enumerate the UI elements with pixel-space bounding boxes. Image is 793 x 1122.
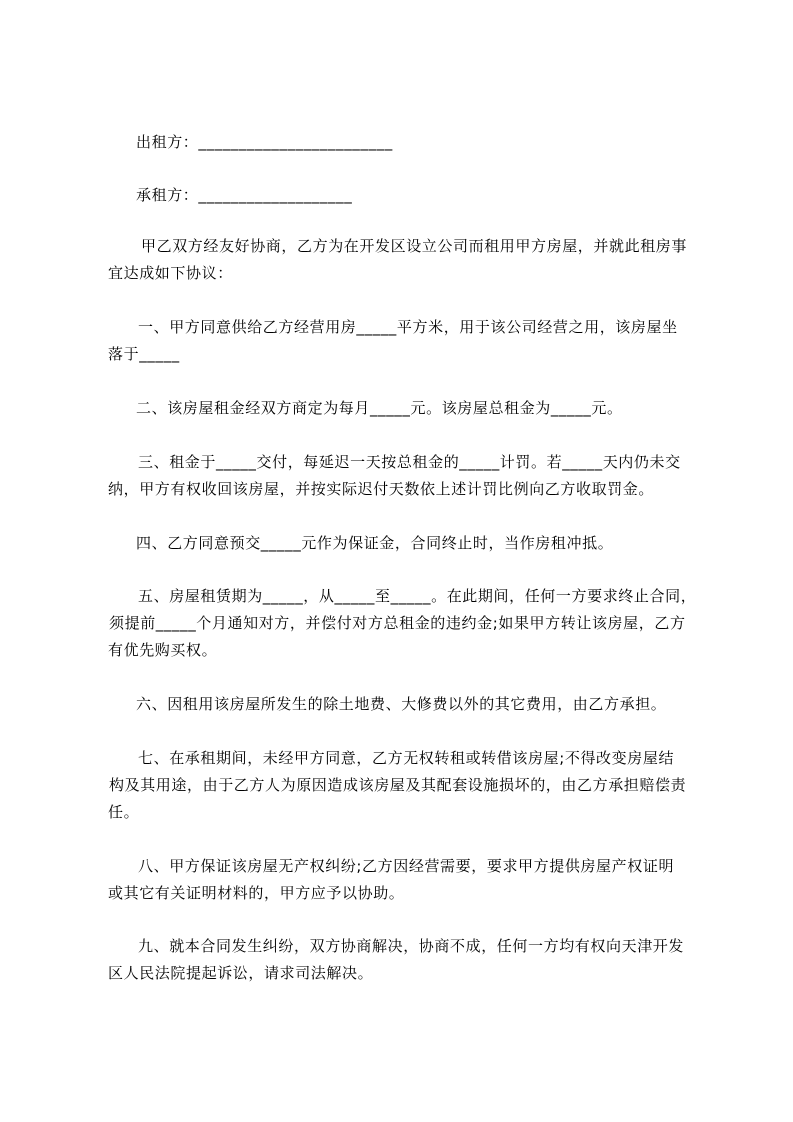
intro-line-1: 甲乙双方经友好协商，乙方为在开发区设立公司而租用甲方房屋，并就此租房事 [141, 237, 688, 255]
lessee-line: 承租方：___________________ [136, 186, 353, 204]
clause-8-line-1: 八、甲方保证该房屋无产权纠纷;乙方因经营需要，要求甲方提供房屋产权证明 [138, 857, 675, 875]
intro-line-2: 宜达成如下协议： [108, 264, 233, 282]
clause-4-line-1: 四、乙方同意预交_____元作为保证金，合同终止时，当作房租冲抵。 [136, 534, 614, 552]
clause-8-line-2: 或其它有关证明材料的，甲方应予以协助。 [108, 884, 405, 902]
clause-9-line-2: 区人民法院提起诉讼，请求司法解决。 [108, 964, 374, 982]
clause-5-line-3: 有优先购买权。 [108, 641, 218, 659]
clause-3-line-2: 纳，甲方有权收回该房屋，并按实际迟付天数依上述计罚比例向乙方收取罚金。 [108, 480, 655, 498]
clause-7-line-2: 构及其用途，由于乙方人为原因造成该房屋及其配套设施损坏的，由乙方承担赔偿责 [109, 776, 687, 794]
clause-7-line-1: 七、在承租期间，未经甲方同意，乙方无权转租或转借该房屋;不得改变房屋结 [138, 749, 675, 767]
clause-1-line-2: 落于_____ [108, 345, 180, 363]
lessor-line: 出租方：________________________ [136, 133, 393, 151]
clause-5-line-1: 五、房屋租赁期为_____，从_____至_____。在此期间，任何一方要求终止合同， [138, 587, 697, 605]
clause-2-line-1: 二、该房屋租金经双方商定为每月_____元。该房屋总租金为_____元。 [136, 399, 623, 417]
clause-5-line-2: 须提前_____个月通知对方，并偿付对方总租金的违约金;如果甲方转让该房屋，乙方 [109, 614, 686, 632]
clause-7-line-3: 任。 [108, 803, 140, 821]
clause-1-line-1: 一、甲方同意供给乙方经营用房_____平方米，用于该公司经营之用，该房屋坐 [138, 318, 678, 336]
clause-9-line-1: 九、就本合同发生纠纷，双方协商解决，协商不成，任何一方均有权向天津开发 [138, 937, 685, 955]
clause-3-line-1: 三、租金于_____交付，每延迟一天按总租金的_____计罚。若_____天内仍未交 [138, 453, 681, 471]
clause-6-line-1: 六、因租用该房屋所发生的除土地费、大修费以外的其它费用，由乙方承担。 [136, 695, 667, 713]
